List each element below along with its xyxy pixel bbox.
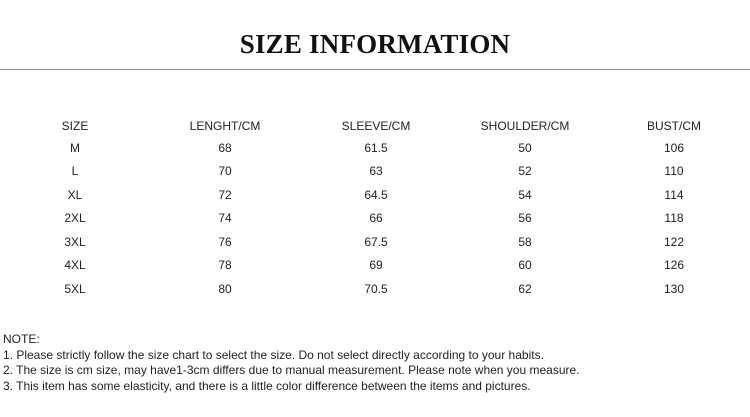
note-item: 1. Please strictly follow the size chart to select the size. Do not select directly according to your habits.: [3, 347, 544, 362]
cell-shoulder: 54: [518, 187, 532, 202]
cell-size: L: [71, 164, 79, 179]
cell-sleeve: 69: [369, 258, 383, 273]
table-row: [0, 183, 750, 207]
cell-shoulder: 58: [518, 234, 532, 249]
size-chart-table: [0, 116, 750, 301]
table-row: [0, 160, 750, 184]
cell-shoulder: 56: [518, 211, 532, 226]
cell-bust: 118: [664, 211, 684, 226]
cell-sleeve: 70.5: [364, 281, 388, 296]
table-row: [0, 254, 750, 278]
table-header-row: [0, 116, 750, 136]
cell-sleeve: 66: [369, 211, 383, 226]
cell-bust: 126: [663, 258, 685, 273]
table-row: [0, 136, 750, 160]
cell-size: 2XL: [64, 211, 86, 226]
cell-sleeve: 63: [369, 164, 383, 179]
header-bust: BUST/CM: [647, 119, 701, 133]
cell-size: M: [70, 140, 80, 155]
cell-sleeve: 64.5: [364, 187, 388, 202]
cell-shoulder: 52: [518, 164, 532, 179]
notes-section: [3, 332, 747, 394]
note-item: 2. The size is cm size, may have1-3cm differs due to manual measurement. Please note when you measure.: [3, 363, 580, 377]
cell-bust: 130: [663, 281, 685, 296]
header-size: SIZE: [61, 119, 89, 133]
cell-shoulder: 62: [518, 281, 532, 296]
cell-length: 70: [218, 164, 232, 179]
cell-length: 76: [218, 234, 232, 249]
cell-bust: 122: [663, 234, 685, 249]
cell-size: 5XL: [64, 281, 86, 296]
table-row: [0, 230, 750, 254]
cell-size: 4XL: [64, 258, 86, 273]
cell-shoulder: 50: [518, 140, 532, 155]
header-length: LENGHT/CM: [189, 119, 261, 133]
title-divider: [0, 69, 750, 70]
cell-shoulder: 60: [518, 258, 532, 273]
cell-length: 68: [218, 140, 232, 155]
page-title: SIZE INFORMATION: [239, 29, 511, 59]
cell-bust: 114: [664, 187, 684, 202]
table-row: [0, 277, 750, 301]
cell-bust: 110: [664, 164, 684, 179]
note-item: 3. This item has some elasticity, and there is a little color difference between the items and pictures.: [3, 378, 531, 393]
cell-sleeve: 67.5: [364, 234, 388, 249]
cell-length: 80: [218, 281, 232, 296]
cell-length: 72: [218, 187, 232, 202]
cell-sleeve: 61.5: [364, 140, 388, 155]
cell-bust: 106: [663, 140, 685, 155]
cell-length: 78: [218, 258, 232, 273]
cell-size: 3XL: [64, 234, 86, 249]
header-shoulder: SHOULDER/CM: [480, 119, 570, 133]
cell-length: 74: [218, 211, 232, 226]
header-sleeve: SLEEVE/CM: [341, 119, 411, 133]
cell-size: XL: [67, 187, 83, 202]
notes-heading: NOTE:: [3, 332, 40, 346]
table-row: [0, 207, 750, 231]
